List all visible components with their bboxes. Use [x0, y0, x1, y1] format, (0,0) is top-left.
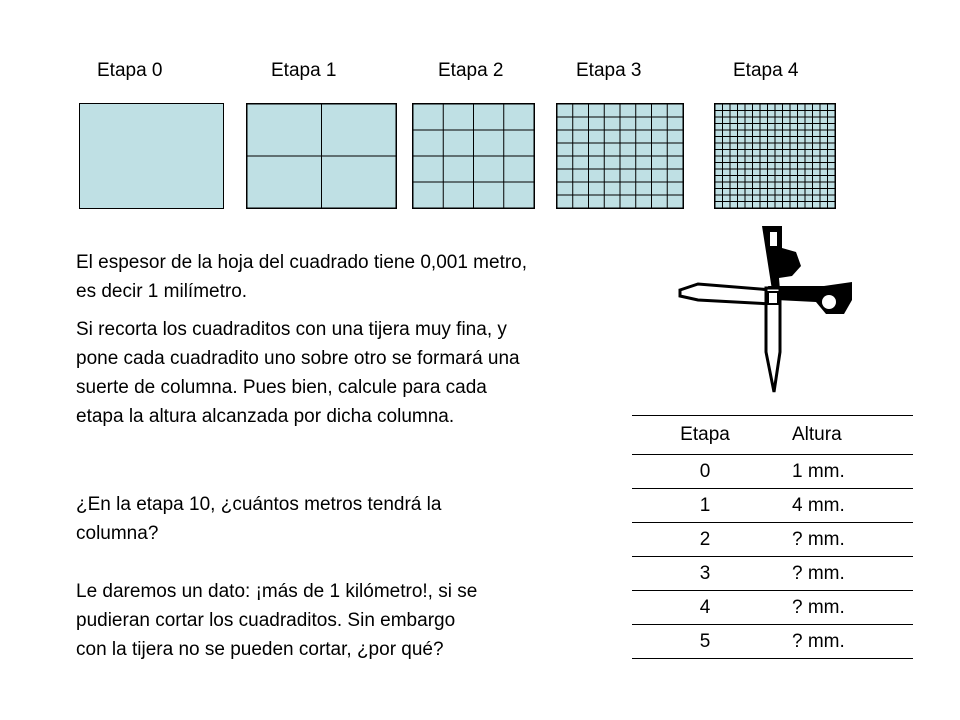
text-line: pudieran cortar los cuadraditos. Sin embargo — [76, 610, 456, 631]
cell-stage: 1 — [632, 489, 782, 523]
table-row — [632, 591, 913, 625]
cell-height: ? mm. — [782, 625, 913, 659]
cell-height: ? mm. — [782, 557, 913, 591]
cell-height: 1 mm. — [782, 455, 913, 489]
text-line: Le daremos un dato: ¡más de 1 kilómetro!, si se — [76, 581, 478, 602]
scissors-icon — [676, 222, 856, 400]
scissors-upper-handle — [762, 226, 801, 290]
text-line: El espesor de la hoja del cuadrado tiene 0,001 metro, — [76, 252, 528, 273]
stage-label-2: Etapa 2 — [438, 60, 504, 81]
cell-height: ? mm. — [782, 591, 913, 625]
cell-height: 4 mm. — [782, 489, 913, 523]
text-line: pone cada cuadradito uno sobre otro se formará una — [76, 348, 520, 369]
cell-stage: 4 — [632, 591, 782, 625]
stage-label-3: Etapa 3 — [576, 60, 642, 81]
cell-stage: 2 — [632, 523, 782, 557]
cell-stage: 5 — [632, 625, 782, 659]
scissors-left-blade — [680, 284, 772, 304]
stage-grid-1 — [246, 103, 397, 209]
instructions-paragraph — [76, 315, 520, 431]
table-row — [632, 523, 913, 557]
cell-height: ? mm. — [782, 523, 913, 557]
thickness-paragraph — [76, 248, 527, 306]
column-header-stage: Etapa — [632, 416, 782, 455]
scissors-upper-handle-hole — [770, 232, 777, 246]
table-row — [632, 455, 913, 489]
stage-label-1: Etapa 1 — [271, 60, 337, 81]
text-line: es decir 1 milímetro. — [76, 281, 248, 302]
scissors-right-handle-hole — [822, 295, 836, 309]
text-line: con la tijera no se pueden cortar, ¿por qué? — [76, 639, 444, 660]
cell-stage: 0 — [632, 455, 782, 489]
stage-grid-0 — [79, 103, 224, 209]
table-header-row — [632, 416, 913, 455]
text-line: Si recorta los cuadraditos con una tijera muy fina, y — [76, 319, 507, 340]
table-row — [632, 625, 913, 659]
cell-stage: 3 — [632, 557, 782, 591]
hint-paragraph — [76, 577, 477, 664]
stage-label-4: Etapa 4 — [733, 60, 799, 81]
text-line: suerte de columna. Pues bien, calcule para cada — [76, 377, 487, 398]
stage-label-0: Etapa 0 — [97, 60, 163, 81]
stage-grid-2 — [412, 103, 535, 209]
text-line: ¿En la etapa 10, ¿cuántos metros tendrá la — [76, 494, 442, 515]
height-table — [632, 415, 913, 659]
scissors-pivot — [768, 292, 778, 304]
table-row — [632, 557, 913, 591]
table-row — [632, 489, 913, 523]
stage-grid-4 — [714, 103, 836, 209]
text-line: columna? — [76, 523, 159, 544]
text-line: etapa la altura alcanzada por dicha columna. — [76, 406, 455, 427]
column-header-height: Altura — [782, 416, 913, 455]
stage-grid-3 — [556, 103, 684, 209]
question-paragraph — [76, 490, 441, 548]
